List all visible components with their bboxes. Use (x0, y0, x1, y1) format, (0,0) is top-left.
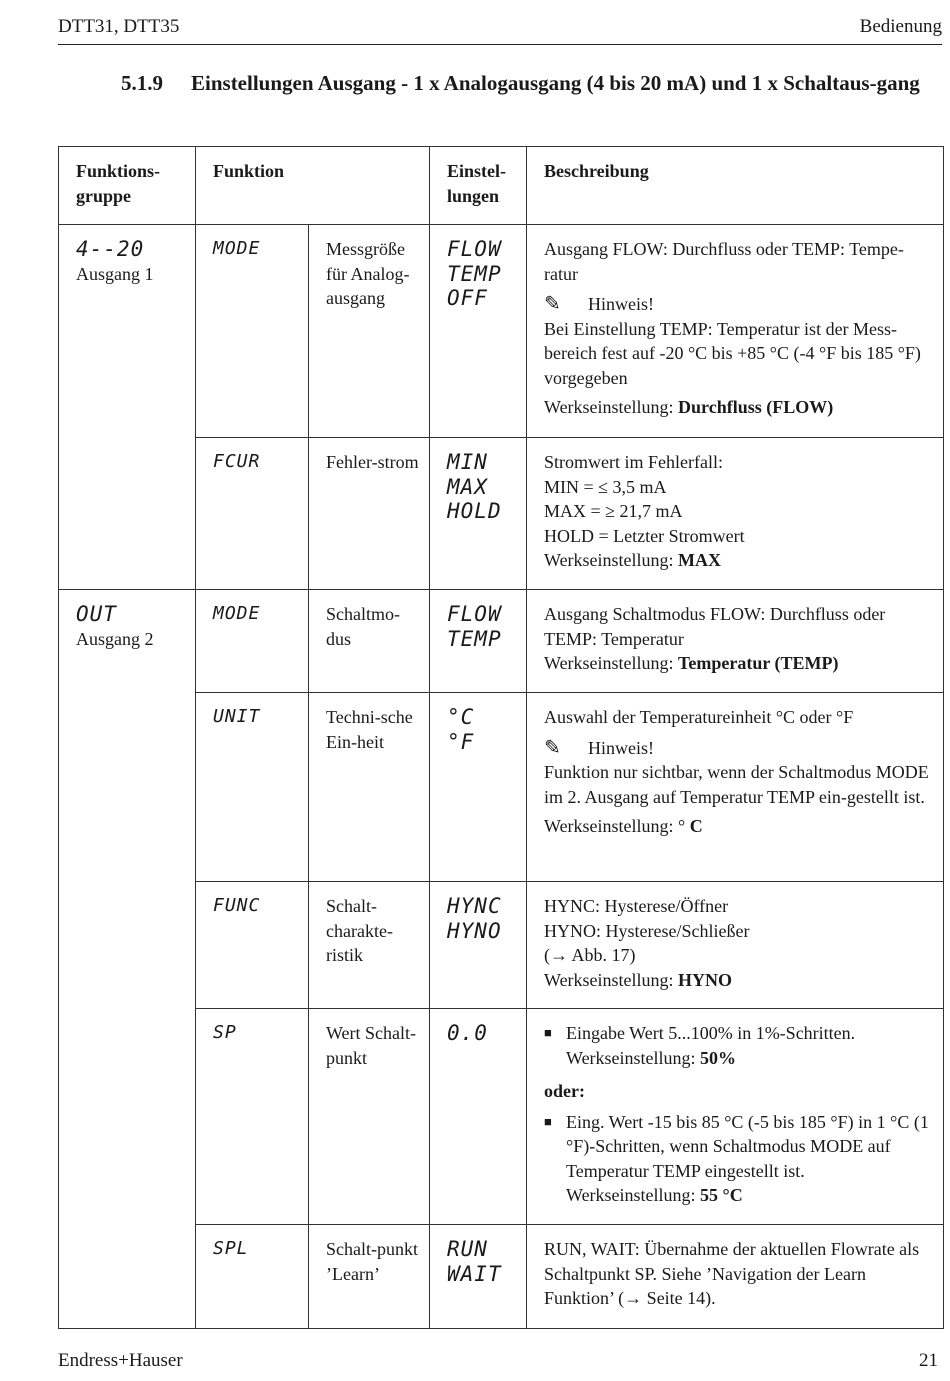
bullet-text: ■ Eingabe Wert 5...100% in 1%-Schritten. (566, 1023, 856, 1043)
setting-option: MIN (447, 450, 488, 474)
default-value: 55 °C (700, 1185, 743, 1205)
factory-default (544, 395, 933, 420)
default-label: Werkseinstellung: ° (544, 816, 686, 836)
description-text: (→ Abb. 17) (544, 945, 636, 965)
description-cell (527, 225, 944, 438)
function-name: Wert Schalt-punkt (309, 1009, 430, 1225)
table-header-row (59, 147, 944, 225)
setting-option: TEMP (447, 626, 502, 651)
description-cell (527, 590, 944, 693)
note-heading (544, 292, 933, 317)
note-text: Funktion nur sichtbar, wenn der Schaltmodus MODE im 2. Ausgang auf Temperatur TEMP ein-gestellt ist. (544, 762, 929, 807)
header-settings: Einstel-lungen (430, 147, 527, 225)
settings-cell (430, 1225, 527, 1329)
setting-option: HYNC (447, 894, 502, 918)
list-item (544, 1110, 933, 1208)
header-product: DTT31, DTT35 (58, 16, 180, 37)
settings-cell (430, 882, 527, 1009)
note-label: Hinweis! (588, 737, 655, 758)
description-text: Ausgang FLOW: Durchfluss oder TEMP: Tempe-ratur (544, 239, 904, 284)
description-text: Ausgang Schaltmodus FLOW: Durchfluss oder TEMP: Temperatur (544, 604, 886, 649)
setting-option: FLOW (447, 237, 502, 261)
function-name: Messgröße für Analog-ausgang (309, 225, 430, 438)
note-label: Hinweis! (588, 294, 655, 314)
function-code: SP (196, 1009, 309, 1225)
bullet-text: ■ Eing. Wert -15 bis 85 °C (-5 bis 185 °F) in 1 °C (1 °F)-Schritten, wenn Schaltmodus MODE auf Temperatur TEMP eingestellt ist. (566, 1111, 929, 1181)
default-label: Werkseinstellung: (566, 1185, 696, 1205)
default-value: HYNO (678, 969, 733, 990)
header-description: Beschreibung (527, 147, 944, 225)
settings-cell (430, 225, 527, 438)
description-text: HYNO: Hysterese/Schließer (544, 920, 750, 941)
group-label: Ausgang 2 (76, 628, 154, 649)
default-value: Durchfluss (FLOW) (678, 397, 834, 417)
section-number: 5.1.9 (121, 71, 163, 95)
setting-option: HYNO (447, 918, 502, 943)
header-function-group: Funktions-gruppe (59, 147, 196, 225)
bullet-list (544, 1021, 933, 1070)
group-code: 4--20 (76, 237, 145, 261)
header-function: Funktion (196, 147, 430, 225)
footer-company: Endress+Hauser (58, 1350, 183, 1371)
setting-option: 0.0 (447, 1021, 488, 1045)
setting-option: OFF (447, 286, 488, 310)
bullet-list (544, 1110, 933, 1208)
function-name: Fehler-strom (309, 438, 430, 590)
description-cell (527, 1225, 944, 1329)
default-value: Temperatur (TEMP) (678, 653, 839, 673)
settings-cell (430, 693, 527, 882)
settings-table (58, 146, 944, 1329)
settings-cell (430, 1009, 527, 1225)
setting-option: FLOW (447, 602, 502, 626)
function-name: Schalt-charakte-ristik (309, 882, 430, 1009)
default-label: Werkseinstellung: (544, 397, 674, 417)
setting-option: TEMP (447, 261, 502, 286)
function-code: FCUR (196, 438, 309, 590)
pencil-icon: ✎ (544, 736, 561, 759)
setting-option: RUN (447, 1237, 488, 1261)
description-cell (527, 882, 944, 1009)
description-text: Stromwert im Fehlerfall: (544, 452, 723, 472)
description-cell (527, 438, 944, 590)
list-item (544, 1021, 933, 1070)
factory-default (566, 1046, 933, 1071)
note-text: Bei Einstellung TEMP: Temperatur ist der Mess-bereich fest auf -20 °C bis +85 °C (-4 °F bis 185 °F) vorgegeben (544, 318, 921, 388)
setting-option: °F (447, 729, 475, 754)
description-text: MAX = ≥ 21,7 mA (544, 501, 683, 521)
section-title: Einstellungen Ausgang - 1 x Analogausgang (4 bis 20 mA) und 1 x Schaltaus-gang (191, 71, 920, 95)
function-code: MODE (196, 225, 309, 438)
function-name: Schalt-punkt ’Learn’ (309, 1225, 430, 1329)
description-cell (527, 1009, 944, 1225)
default-value: MAX (678, 550, 722, 570)
function-code: FUNC (196, 882, 309, 1009)
description-text: MIN = ≤ 3,5 mA (544, 476, 667, 497)
or-label: oder: (544, 1081, 585, 1101)
function-name: Schaltmo-dus (309, 590, 430, 693)
factory-default (544, 651, 933, 676)
settings-cell (430, 590, 527, 693)
description-cell (527, 693, 944, 882)
page-number: 21 (919, 1350, 938, 1371)
description-text: HOLD = Letzter Stromwert (544, 525, 745, 546)
default-label: Werkseinstellung: (544, 550, 674, 570)
factory-default (544, 968, 933, 993)
header-divider (58, 44, 942, 45)
setting-option: °C (447, 705, 475, 729)
setting-option: WAIT (447, 1261, 502, 1286)
settings-cell (430, 438, 527, 590)
setting-option: MAX (447, 474, 488, 499)
function-name: Techni-sche Ein-heit (309, 693, 430, 882)
description-text: Auswahl der Temperatureinheit °C oder °F (544, 707, 854, 727)
header-chapter: Bedienung (859, 16, 942, 37)
table-row (59, 590, 944, 693)
function-group-cell (59, 590, 196, 1329)
default-label: Werkseinstellung: (544, 653, 674, 673)
table-row (59, 225, 944, 438)
group-label: Ausgang 1 (76, 263, 154, 284)
description-text: RUN, WAIT: Übernahme der aktuellen Flowrate als Schaltpunkt SP. Siehe ’Navigation der Learn Funktion’ (→ Seite 14). (544, 1239, 920, 1308)
group-code: OUT (76, 602, 117, 626)
setting-option: HOLD (447, 499, 502, 523)
function-code: SPL (196, 1225, 309, 1329)
note-heading (544, 736, 933, 761)
function-code: UNIT (196, 693, 309, 882)
function-code: MODE (196, 590, 309, 693)
default-value: C (689, 816, 703, 836)
function-group-cell (59, 225, 196, 590)
factory-default (544, 548, 933, 573)
description-text: HYNC: Hysterese/Öffner (544, 896, 729, 916)
default-label: Werkseinstellung: (544, 969, 674, 990)
default-value: 50% (700, 1047, 737, 1068)
factory-default (566, 1183, 933, 1208)
pencil-icon: ✎ (544, 293, 561, 315)
default-label: Werkseinstellung: (566, 1047, 696, 1068)
factory-default (544, 814, 933, 839)
